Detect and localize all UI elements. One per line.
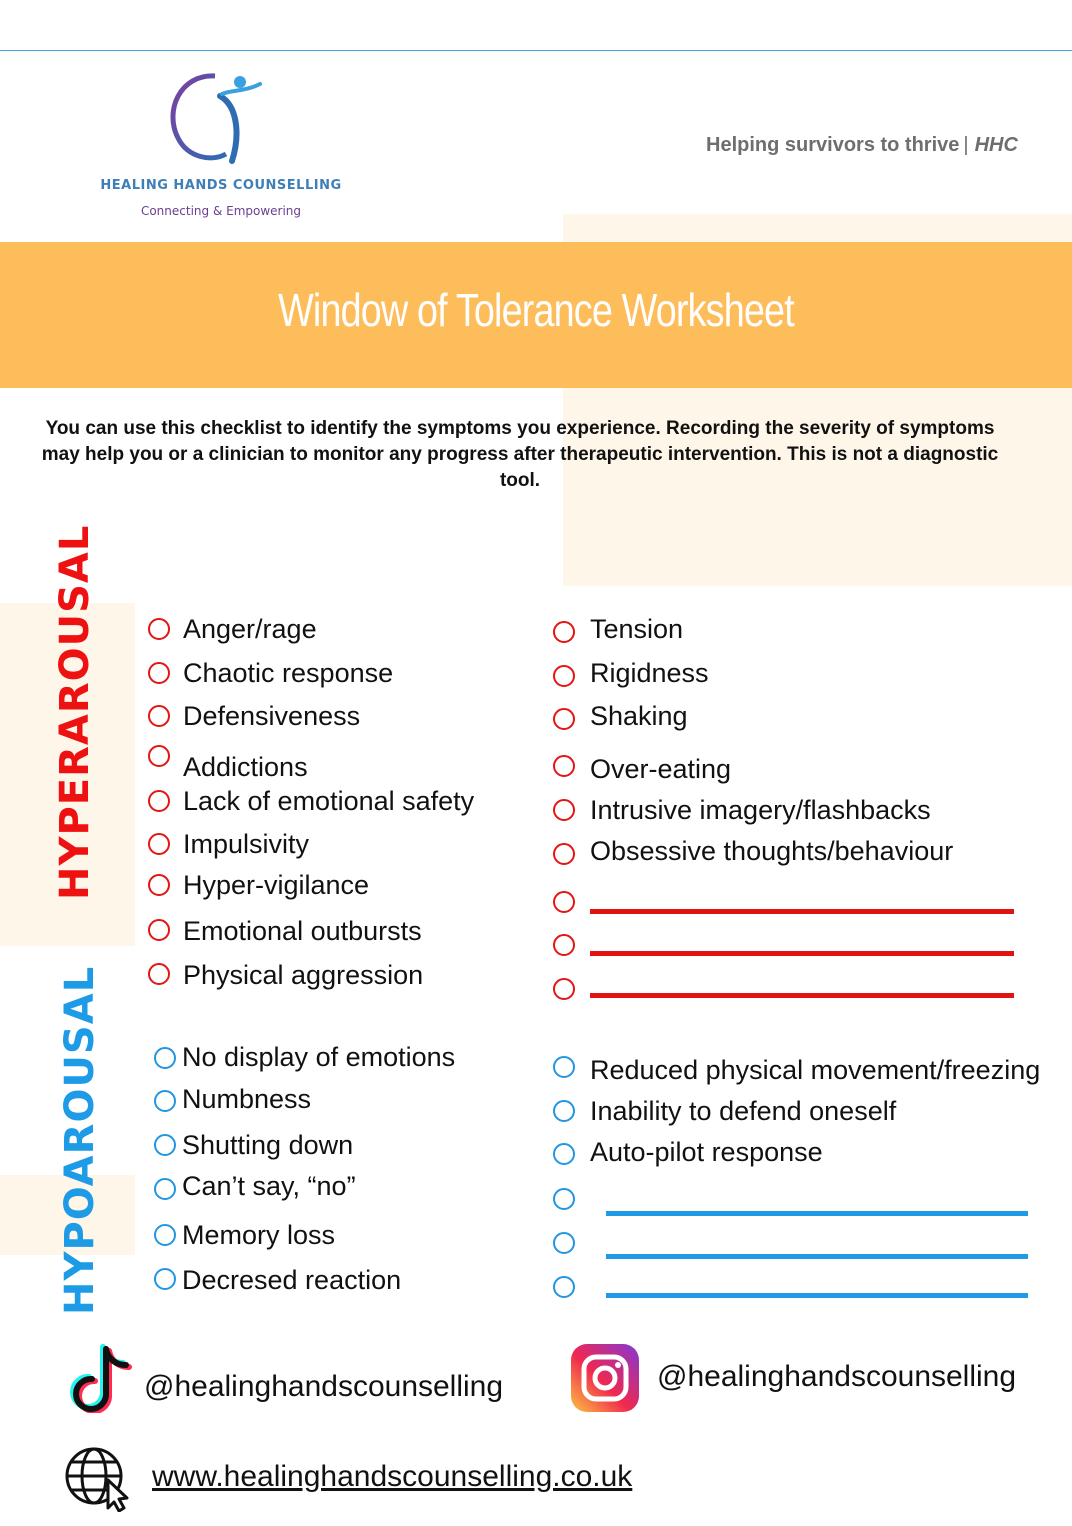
symptom-decreased-reaction: Decresed reaction (182, 1265, 402, 1295)
tagline-text: Helping survivors to thrive (706, 134, 960, 156)
checkbox-decreased-reaction[interactable] (154, 1268, 176, 1290)
symptom-hyper-vigilance: Hyper-vigilance (183, 870, 370, 900)
logo-name: HEALING HANDS COUNSELLING (100, 178, 342, 193)
symptom-chaotic-response: Chaotic response (183, 658, 394, 688)
checkbox-auto-pilot[interactable] (553, 1143, 575, 1165)
top-rule (0, 50, 1072, 51)
tagline-abbr: HHC (974, 134, 1018, 156)
symptom-numbness: Numbness (182, 1084, 312, 1114)
checkbox-addictions[interactable] (148, 745, 170, 767)
symptom-physical-aggression: Physical aggression (183, 960, 424, 990)
blank-line-hypo-2[interactable] (606, 1254, 1028, 1259)
symptom-rigidness: Rigidness (590, 658, 709, 688)
hyperarousal-label: HYPERAROUSAL (52, 524, 98, 900)
blank-line-hyper-2[interactable] (590, 951, 1014, 956)
checkbox-over-eating[interactable] (553, 755, 575, 777)
blank-line-hyper-3[interactable] (590, 993, 1014, 998)
checkbox-impulsivity[interactable] (148, 833, 170, 855)
checkbox-defensiveness[interactable] (148, 705, 170, 727)
checkbox-tension[interactable] (553, 621, 575, 643)
logo-subtitle: Connecting & Empowering (140, 204, 302, 218)
checkbox-chaotic-response[interactable] (148, 662, 170, 684)
checkbox-no-display-emotions[interactable] (154, 1047, 176, 1069)
checkbox-blank-hyper-2[interactable] (553, 934, 575, 956)
symptom-defensiveness: Defensiveness (183, 701, 361, 731)
checkbox-numbness[interactable] (154, 1090, 176, 1112)
globe-cursor-icon (64, 1446, 134, 1512)
intro-text: You can use this checklist to identify the symptoms you experience. Recording the severity of symptoms may help you or a clinician to monitor any progress after therapeutic intervention. This is not a diagnostic tool. (41, 418, 999, 491)
symptom-reduced-movement: Reduced physical movement/freezing (590, 1055, 1041, 1085)
checkbox-emotional-outbursts[interactable] (148, 919, 170, 941)
blank-line-hypo-3[interactable] (606, 1293, 1028, 1298)
checkbox-shaking[interactable] (553, 708, 575, 730)
tiktok-handle[interactable]: @healinghandscounselling (144, 1370, 504, 1403)
checkbox-blank-hyper-1[interactable] (553, 891, 575, 913)
header-tagline (706, 134, 1018, 157)
blank-line-hyper-1[interactable] (590, 909, 1014, 914)
symptom-tension: Tension (590, 614, 684, 644)
symptom-obsessive-thoughts: Obsessive thoughts/behaviour (590, 836, 954, 866)
checkbox-inability-defend[interactable] (553, 1100, 575, 1122)
symptom-anger-rage: Anger/rage (183, 614, 317, 644)
symptom-impulsivity: Impulsivity (183, 829, 310, 859)
symptom-lack-emotional-safety: Lack of emotional safety (183, 786, 475, 816)
checkbox-memory-loss[interactable] (154, 1224, 176, 1246)
symptom-shutting-down: Shutting down (182, 1130, 354, 1160)
symptom-no-display-emotions: No display of emotions (182, 1042, 456, 1072)
checkbox-shutting-down[interactable] (154, 1134, 176, 1156)
website-link[interactable]: www.healinghandscounselling.co.uk (152, 1460, 633, 1493)
tagline-separator: | (963, 134, 969, 156)
page-title: Window of Tolerance Worksheet (278, 284, 794, 336)
checkbox-blank-hyper-3[interactable] (553, 978, 575, 1000)
checkbox-blank-hypo-2[interactable] (553, 1232, 575, 1254)
symptom-addictions: Addictions (183, 752, 308, 782)
blank-line-hypo-1[interactable] (606, 1211, 1028, 1216)
symptom-intrusive-imagery: Intrusive imagery/flashbacks (590, 795, 931, 825)
symptom-cant-say-no: Can’t say, “no” (182, 1171, 356, 1201)
tiktok-icon[interactable] (68, 1343, 134, 1413)
symptom-inability-defend: Inability to defend oneself (590, 1096, 897, 1126)
checkbox-lack-emotional-safety[interactable] (148, 790, 170, 812)
checkbox-physical-aggression[interactable] (148, 963, 170, 985)
checkbox-reduced-movement[interactable] (553, 1056, 575, 1078)
checkbox-cant-say-no[interactable] (154, 1178, 176, 1200)
checkbox-blank-hypo-1[interactable] (553, 1188, 575, 1210)
checkbox-anger-rage[interactable] (148, 618, 170, 640)
hypoarousal-label: HYPOAROUSAL (57, 965, 103, 1315)
symptom-emotional-outbursts: Emotional outbursts (183, 916, 422, 946)
symptom-over-eating: Over-eating (590, 754, 732, 784)
symptom-shaking: Shaking (590, 701, 688, 731)
instagram-handle[interactable]: @healinghandscounselling (657, 1360, 1017, 1393)
checkbox-rigidness[interactable] (553, 665, 575, 687)
logo-icon (160, 66, 280, 176)
symptom-auto-pilot: Auto-pilot response (590, 1137, 823, 1167)
checkbox-intrusive-imagery[interactable] (553, 799, 575, 821)
checkbox-blank-hypo-3[interactable] (553, 1276, 575, 1298)
symptom-memory-loss: Memory loss (182, 1220, 336, 1250)
checkbox-obsessive-thoughts[interactable] (553, 843, 575, 865)
checkbox-hyper-vigilance[interactable] (148, 874, 170, 896)
instagram-icon[interactable] (571, 1344, 639, 1412)
